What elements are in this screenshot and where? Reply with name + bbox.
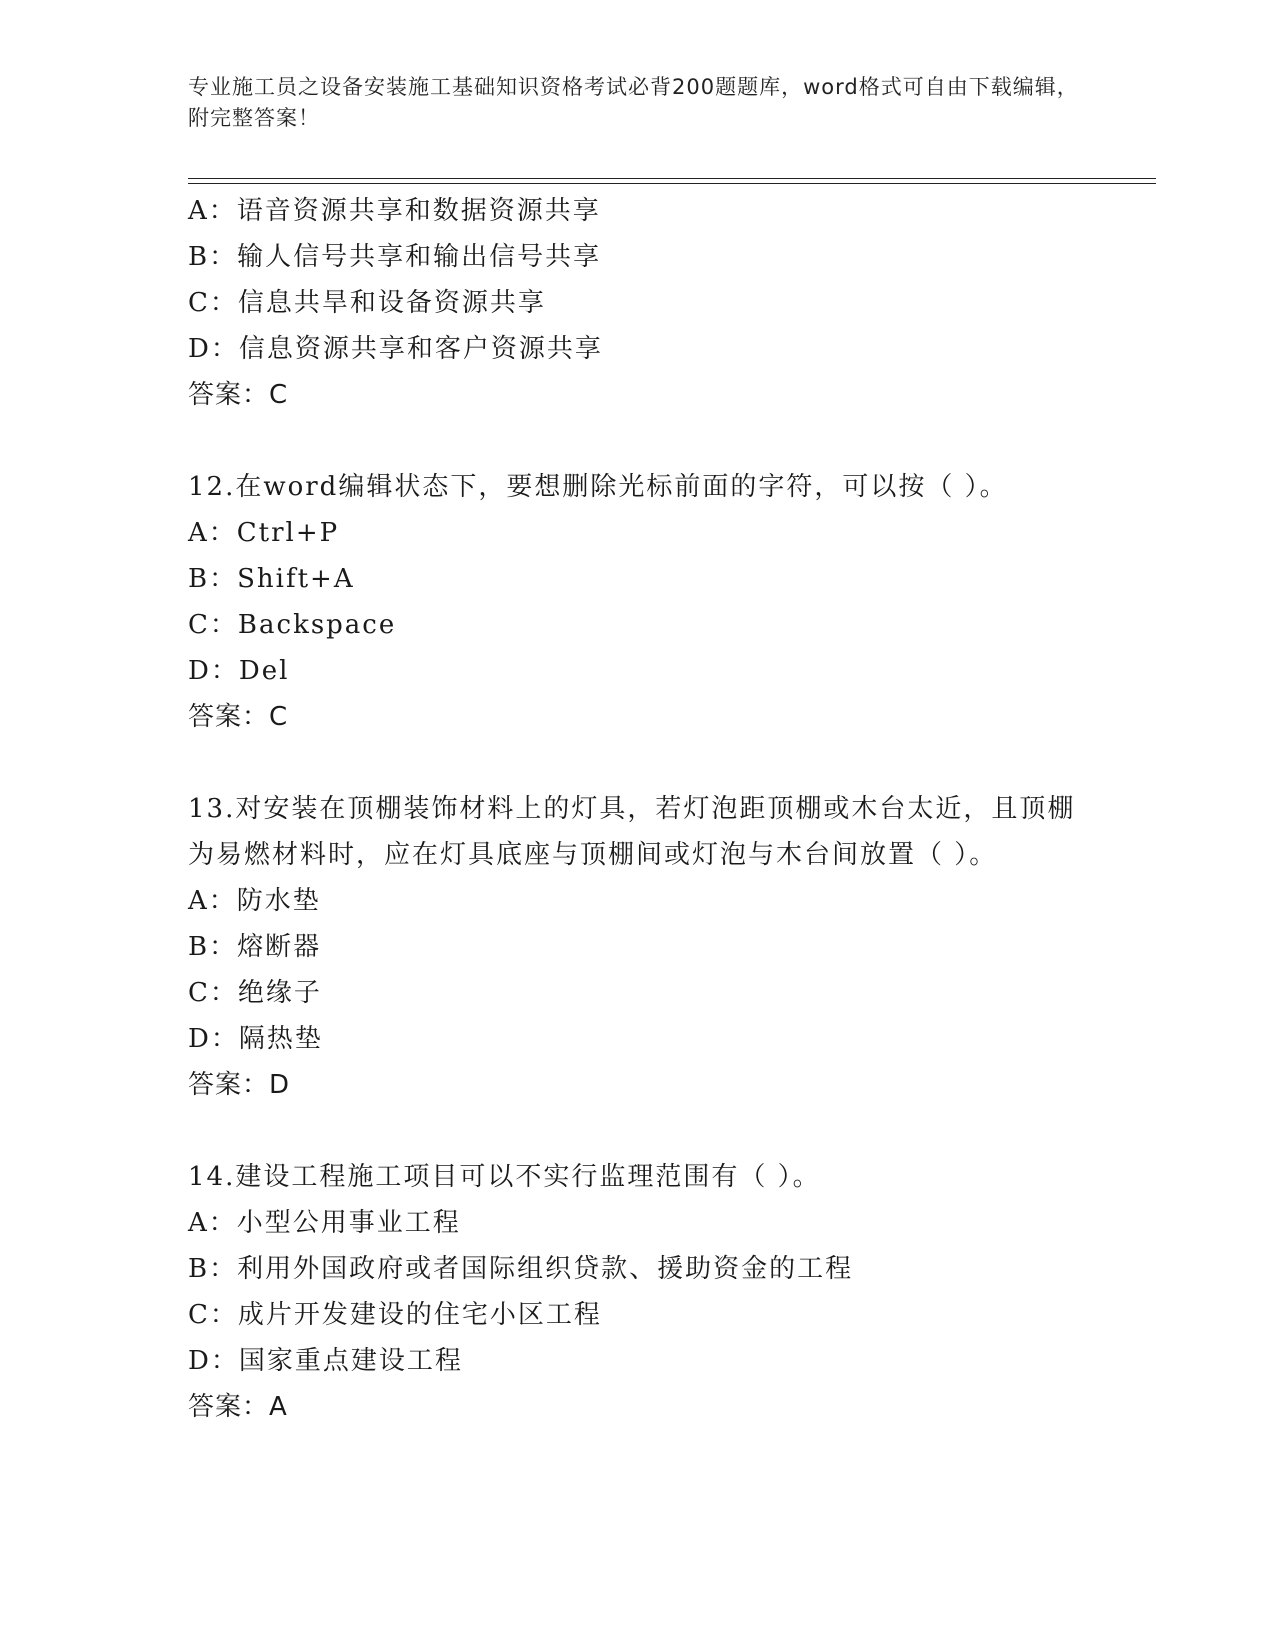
option-d: D：Del: [188, 656, 290, 686]
question-text: 12.在word编辑状态下，要想删除光标前面的字符，可以按（ ）。: [188, 472, 1008, 502]
option-b: B：利用外国政府或者国际组织贷款、援助资金的工程: [188, 1254, 854, 1284]
option-b: B：输人信号共享和输出信号共享: [188, 242, 602, 272]
answer-line: 答案：A: [188, 1392, 288, 1422]
question-block: [188, 786, 1148, 1108]
question-block: [188, 464, 1148, 740]
question-text: 14.建设工程施工项目可以不实行监理范围有（ ）。: [188, 1162, 821, 1192]
option-d: D：国家重点建设工程: [188, 1346, 463, 1376]
question-list: [188, 188, 1148, 1430]
option-c: C：Backspace: [188, 610, 397, 640]
answer-line: 答案：C: [188, 702, 289, 732]
question-block: [188, 1154, 1148, 1430]
option-c: C：成片开发建设的住宅小区工程: [188, 1300, 602, 1330]
spacer: [188, 418, 1148, 464]
header-divider-top: [188, 178, 1156, 179]
option-d: D：信息资源共享和客户资源共享: [188, 334, 603, 364]
document-header: 专业施工员之设备安装施工基础知识资格考试必背200题题库，word格式可自由下载编辑，附完整答案！: [188, 75, 1079, 130]
answer-line: 答案：C: [188, 380, 289, 410]
option-c: C：绝缘子: [188, 978, 322, 1008]
spacer: [188, 1108, 1148, 1154]
option-b: B：Shift+A: [188, 564, 355, 594]
option-a: A：小型公用事业工程: [188, 1208, 461, 1238]
answer-line: 答案：D: [188, 1070, 291, 1100]
spacer: [188, 740, 1148, 786]
question-text: 13.对安装在顶棚装饰材料上的灯具，若灯泡距顶棚或木台太近，且顶棚为易燃材料时，应在灯具底座与顶棚间或灯泡与木台间放置（ ）。: [188, 794, 1076, 870]
option-a: A：语音资源共享和数据资源共享: [188, 196, 601, 226]
option-d: D：隔热垫: [188, 1024, 323, 1054]
question-block: [188, 188, 1148, 418]
option-a: A：防水垫: [188, 886, 321, 916]
option-a: A：Ctrl+P: [188, 518, 340, 548]
option-c: C：信息共旱和设备资源共享: [188, 288, 546, 318]
header-divider-bottom: [188, 183, 1156, 184]
option-b: B：熔断器: [188, 932, 322, 962]
